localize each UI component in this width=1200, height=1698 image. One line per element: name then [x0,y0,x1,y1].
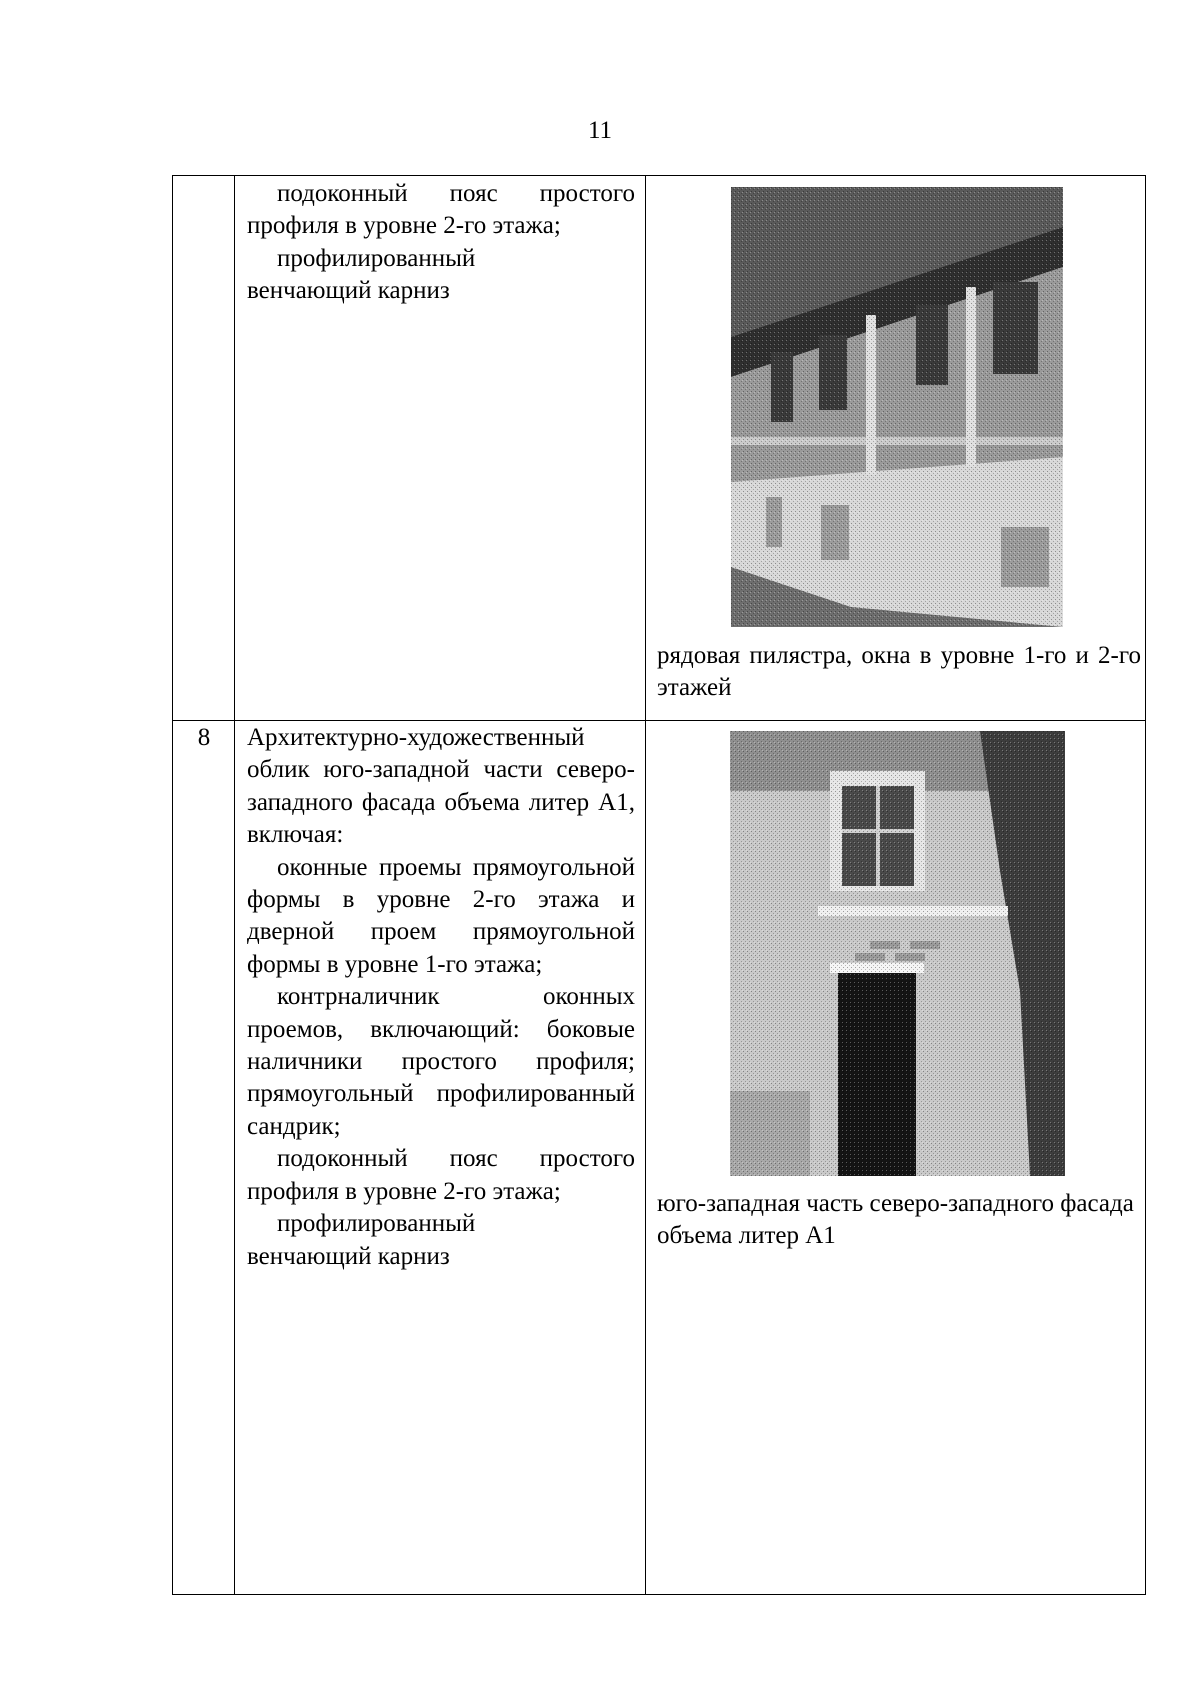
row-description [247,722,635,1273]
description-paragraph: оконные проемы прямоугольной формы в уровне 2-го этажа и дверной проем прямоугольной формы в уровне 1-го этажа; [247,853,635,978]
page-number: 11 [587,117,613,144]
description-paragraph: подоконный пояс простого профиля в уровне 2-го этажа; [247,1145,635,1205]
row-description [247,178,635,308]
description-paragraph: Архитектурно-художественный облик юго-западной части северо-западного фасада объема литер А1, включая: [247,724,635,849]
description-paragraph: подоконный пояс простого профиля в уровне 2-го этажа; [247,180,635,240]
doorway-facade-photo [730,731,1065,1176]
photo-caption: рядовая пилястра, окна в уровне 1-го и 2-го этажей [657,642,1141,702]
photo-caption: юго-западная часть северо-западного фасада объема литер А1 [657,1190,1134,1250]
row-divider [173,720,1145,721]
column-divider [645,176,646,1594]
doorway-facade-photo-icon [730,731,1065,1176]
description-paragraph: профилированный венчающий карниз [247,244,476,305]
row-number: 8 [197,724,211,751]
description-paragraph: контрналичник оконных проемов, включающий: боковые наличники простого профиля; прямоугольный профилированный сандрик; [247,983,635,1140]
column-divider [234,176,235,1594]
monument-elements-table [172,175,1146,1595]
building-facade-photo-icon [731,187,1063,627]
building-facade-photo [731,187,1063,627]
description-paragraph: профилированный венчающий карниз [247,1210,476,1270]
